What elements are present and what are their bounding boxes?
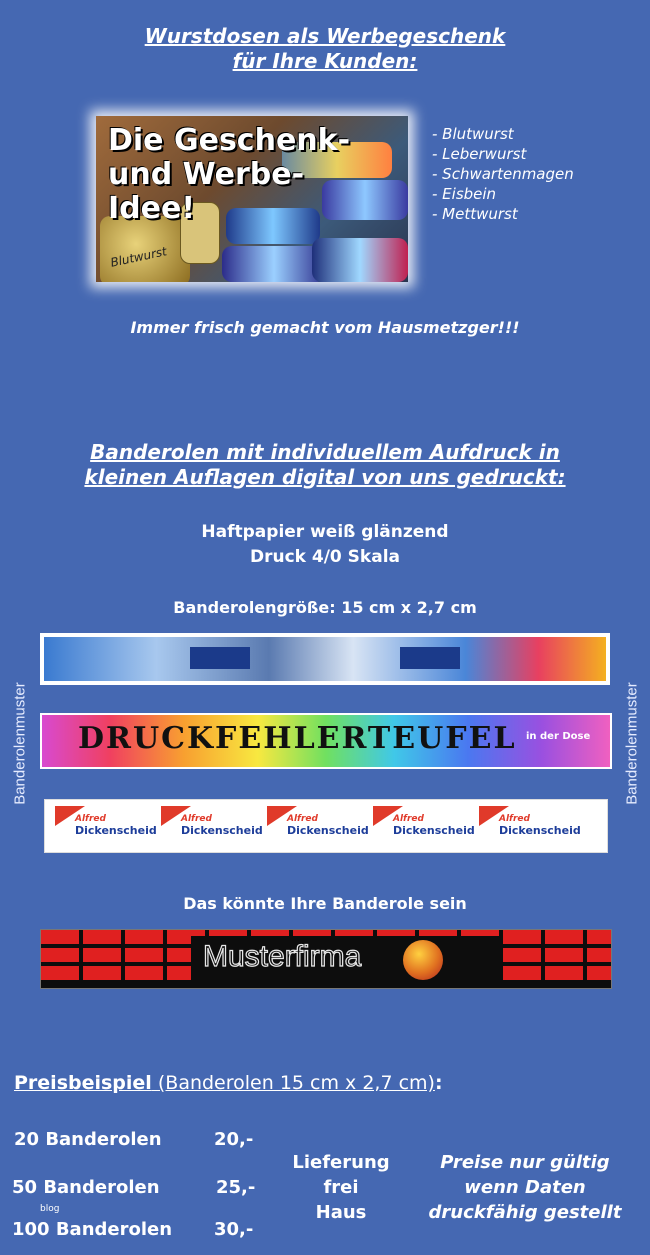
note-line-2: wenn Daten: [464, 1177, 586, 1198]
list-item: - Mettwurst: [432, 205, 518, 223]
list-item: - Eisbein: [432, 185, 497, 203]
product-list: [432, 124, 574, 224]
sample-3-tile: Alfred Dickenscheid: [373, 806, 469, 846]
hero-line-3: Idee!: [108, 191, 196, 226]
delivery-info: [280, 1150, 402, 1225]
hero-image: [96, 116, 408, 282]
pricing-heading-bold: Preisbeispiel: [14, 1072, 152, 1094]
price-note: [412, 1150, 638, 1225]
slogan: Immer frisch gemacht vom Hausmetzger!!!: [130, 318, 520, 337]
delivery-line-1: Lieferung: [292, 1152, 390, 1173]
list-item: - Blutwurst: [432, 125, 514, 143]
watermark-text: blog: [40, 1204, 60, 1214]
sample-3-tile: Alfred Dickenscheid: [55, 806, 151, 846]
sample-1-artwork: [44, 637, 606, 681]
musterfirma-band: [40, 929, 612, 989]
delivery-line-2: frei: [323, 1177, 359, 1198]
price-value: 20,-: [214, 1129, 254, 1150]
sample-3-tile: Alfred Dickenscheid: [161, 806, 257, 846]
side-label-right: Banderolenmuster: [623, 682, 641, 805]
can-label: Blutwurst: [109, 244, 169, 270]
note-line-3: druckfähig gestellt: [428, 1202, 622, 1223]
sample-3-tile: Alfred Dickenscheid: [267, 806, 363, 846]
banderole-sample-3: [44, 799, 608, 853]
sample-2-text: DRUCKFEHLERTEUFEL: [78, 721, 517, 756]
hero-line-1: Die Geschenk-: [108, 123, 351, 158]
title-line-1: Wurstdosen als Werbegeschenk: [144, 24, 506, 48]
side-label-left: Banderolenmuster: [11, 682, 29, 805]
sample-1-logo-b: [400, 647, 460, 669]
delivery-line-3: Haus: [315, 1202, 367, 1223]
hero-slogan: [108, 124, 350, 226]
pricing-heading-rest: (Banderolen 15 cm x 2,7 cm): [151, 1072, 435, 1094]
paper-info: [0, 520, 650, 570]
note-line-1: Preise nur gültig: [440, 1152, 610, 1173]
pricing-heading-colon: :: [434, 1072, 443, 1094]
banderole-sample-1: [40, 633, 610, 685]
paper-line-2: Druck 4/0 Skala: [249, 547, 400, 567]
your-band-caption: Das könnte Ihre Banderole sein: [183, 894, 467, 913]
price-qty: 100 Banderolen: [12, 1219, 173, 1240]
page-title: [0, 24, 650, 74]
sample-3-tile: Alfred Dickenscheid: [479, 806, 575, 846]
price-value: 30,-: [214, 1219, 254, 1240]
sample-2-subtext: in der Dose: [526, 731, 591, 742]
pricing-heading: [14, 1072, 443, 1094]
can-band-2: [222, 246, 326, 282]
price-qty: 50 Banderolen: [12, 1177, 160, 1198]
can-band-4: [312, 238, 408, 282]
musterfirma-text: Musterfirma: [203, 940, 362, 973]
banderole-size: Banderolengröße: 15 cm x 2,7 cm: [173, 598, 477, 617]
list-item: - Leberwurst: [432, 145, 527, 163]
banderolen-title: [0, 440, 650, 490]
title-line-2: für Ihre Kunden:: [232, 49, 418, 73]
banderole-sample-2: [40, 713, 612, 769]
banderolen-title-line-2: kleinen Auflagen digital von uns gedruckt:: [84, 465, 566, 489]
hero-line-2: und Werbe-: [108, 157, 305, 192]
list-item: - Schwartenmagen: [432, 165, 574, 183]
sample-1-logo-a: [190, 647, 250, 669]
mascot-icon: [403, 940, 443, 980]
paper-line-1: Haftpapier weiß glänzend: [201, 522, 449, 542]
banderolen-title-line-1: Banderolen mit individuellem Aufdruck in: [90, 440, 560, 464]
price-value: 25,-: [216, 1177, 256, 1198]
price-qty: 20 Banderolen: [14, 1129, 162, 1150]
